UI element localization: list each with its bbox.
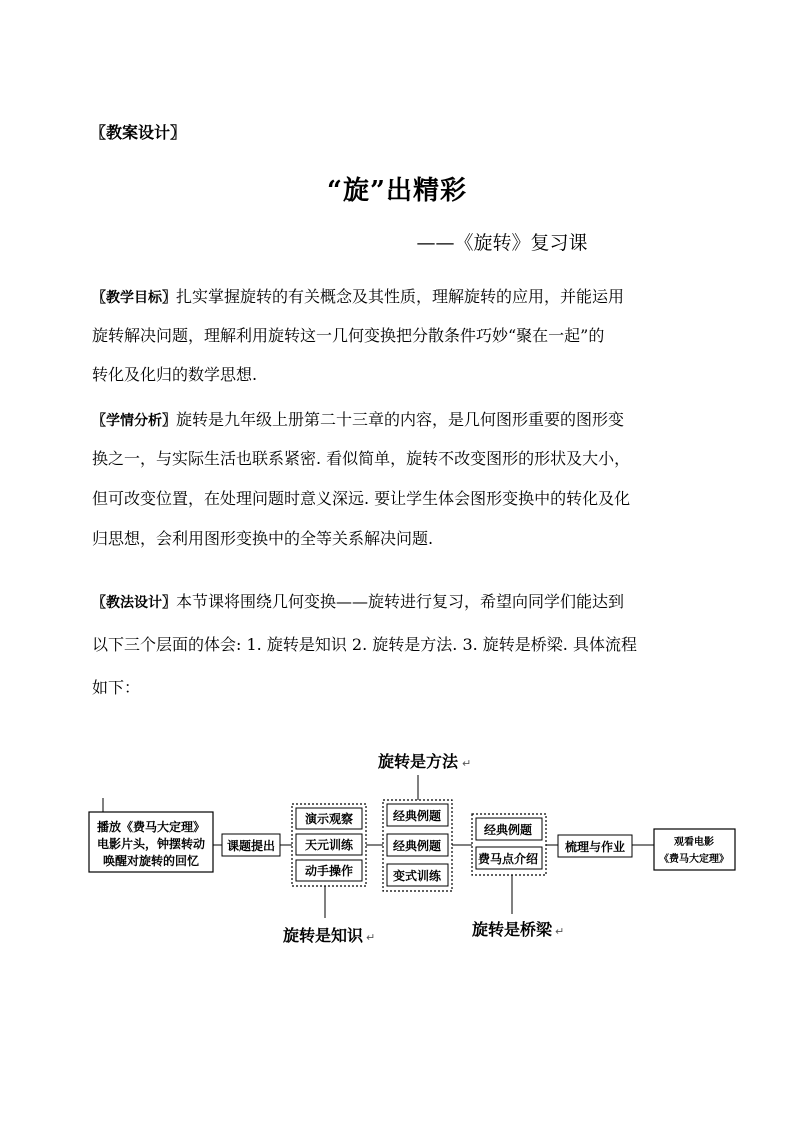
method-line-2: 以下三个层面的体会: 1. 旋转是知识 2. 旋转是方法. 3. 旋转是桥梁. 具体流程 [92, 635, 637, 654]
label-bridge: 旋转是桥梁 [472, 920, 553, 939]
bridge-item-1: 经典例题 [483, 823, 533, 837]
end-box-line-1: 观看电影 [674, 837, 714, 848]
label-method: 旋转是方法 [378, 752, 459, 771]
method-item-2: 经典例题 [392, 839, 442, 853]
label-method-mark: ↵ [462, 757, 472, 770]
bridge-item-2: 费马点介绍 [477, 852, 539, 866]
start-box-line-1: 播放《费马大定理》 [96, 820, 206, 834]
page-subtitle: ——《旋转》复习课 [416, 232, 588, 254]
start-box-line-2: 电影片头，钟摆转动 [96, 837, 206, 851]
topic-label: 课题提出 [226, 839, 276, 853]
knowledge-item-2: 天元训练 [304, 838, 354, 852]
knowledge-item-1: 演示观察 [304, 812, 354, 826]
page-title: “旋”出精彩 [327, 176, 467, 206]
goals-line-3: 转化及化归的数学思想. [92, 365, 258, 384]
label-knowledge: 旋转是知识 [283, 926, 364, 945]
method-text-1: 本节课将围绕几何变换——旋转进行复习，希望向同学们能达到 [176, 592, 625, 611]
analysis-line-3: 但可改变位置，在处理问题时意义深远. 要让学生体会图形变换中的转化及化 [92, 489, 631, 508]
summary-label: 梳理与作业 [564, 840, 626, 854]
method-item-3: 变式训练 [392, 869, 442, 883]
end-box-line-2: 《费马大定理》 [659, 854, 729, 865]
label-knowledge-mark: ↵ [366, 931, 376, 944]
start-box-line-3: 唤醒对旋转的回忆 [102, 854, 200, 868]
goals-line-2: 旋转解决问题，理解利用旋转这一几何变换把分散条件巧妙“聚在一起”的 [92, 326, 605, 345]
label-bridge-mark: ↵ [555, 925, 565, 938]
method-item-1: 经典例题 [392, 809, 442, 823]
method-label: 〖教法设计〗 [92, 595, 176, 611]
goals-text-1: 扎实掌握旋转的有关概念及其性质，理解旋转的应用，并能运用 [176, 287, 625, 306]
knowledge-item-3: 动手操作 [304, 864, 354, 878]
analysis-line-2: 换之一，与实际生活也联系紧密. 看似简单，旋转不改变图形的形状及大小， [92, 449, 631, 468]
method-line-3: 如下： [92, 678, 141, 697]
analysis-label: 〖学情分析〗 [92, 413, 176, 429]
goals-label: 〖教学目标〗 [92, 290, 176, 306]
heading: 〖教案设计〗 [90, 123, 187, 142]
analysis-line-4: 归思想，会利用图形变换中的全等关系解决问题. [92, 529, 434, 548]
analysis-text-1: 旋转是九年级上册第二十三章的内容，是几何图形重要的图形变 [176, 410, 625, 429]
